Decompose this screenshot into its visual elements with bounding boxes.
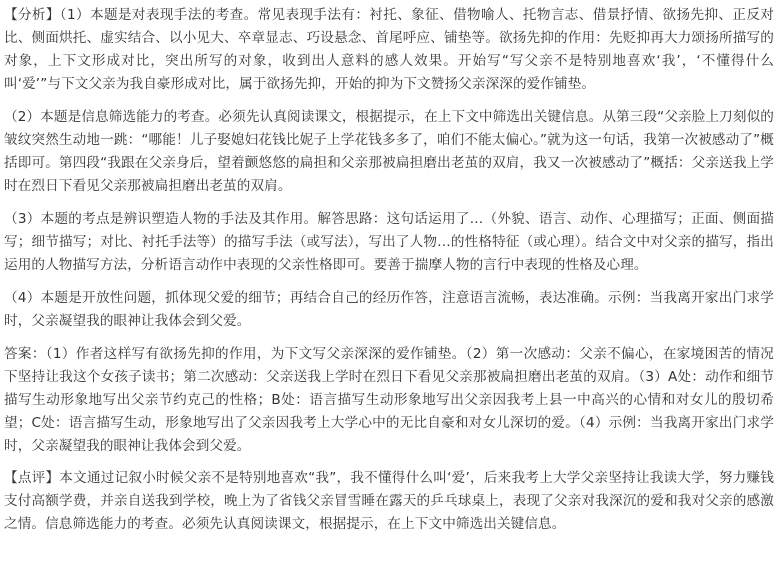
paragraph-spacer — [4, 458, 774, 467]
question-4-paragraph: （4）本题是开放性问题，抓体现父爱的细节；再结合自己的经历作答，注意语言流畅，表达准确。示例：当我离开家出门求学时，父亲凝望我的眼神让我体会到父爱。 — [4, 290, 774, 329]
question-2-paragraph: （2）本题是信息筛选能力的考查。必须先认真阅读课文，根据提示，在上下文中筛选出关键信息。从第三段“父亲脸上刀刻似的皱纹突然生动地一跳：“哪能！儿子娶媳妇花钱比妮子上学花钱多多了，咱们不能太偏心。”就为这一句话，我第一次被感动了”概括即可。第四段“我跟在父亲身后，望着颤悠悠的扁担和父亲那被扁担磨出老茧的双肩，我又一次被感动了”概括：父亲送我上学时在烈日下看见父亲那被扁担磨出老茧的双肩。 — [4, 109, 774, 194]
question-3-paragraph: （3）本题的考点是辨识塑造人物的手法及其作用。解答思路：这句话运用了…（外貌、语言、动作、心理描写；正面、侧面描写；细节描写；对比、衬托手法等）的描写手法（或写法），写出了人物…的性格特征（或心理）。结合文中对父亲的描写，指出运用的人物描写方法，分析语言动作中表现的父亲性格即可。要善于揣摩人物的言行中表现的性格及心理。 — [4, 211, 774, 273]
paragraph-spacer — [4, 333, 774, 343]
answer-paragraph: 答案：（1）作者这样写有欲扬先抑的作用，为下文写父亲深深的爱作铺垫。（2）第一次感动：父亲不偏心，在家境困苦的情况下坚持让我这个女孩子读书；第二次感动：父亲送我上学时在烈日下看见父亲那被扁担磨出老茧的双肩。（3）A处：动作和细节描写生动形象地写出父亲节约克己的性格；B处：语言描写生动形象地写出父亲因我考上县一中高兴的心情和对女儿的殷切希望；C处：语言描写生动，形象地写出了父亲因我考上大学心中的无比自豪和对女儿深切的爱。（4）示例：当我离开家出门求学时，父亲凝望我的眼神让我体会到父爱。 — [4, 346, 774, 454]
paragraph-spacer — [4, 198, 774, 208]
analysis-paragraph: 【分析】（1）本题是对表现手法的考查。常见表现手法有：衬托、象征、借物喻人、托物言志、借景抒情、欲扬先抑、正反对比、侧面烘托、虚实结合、以小见大、卒章显志、巧设悬念、首尾呼应、铺垫等。欲扬先抑的作用：先贬抑再大力颂扬所描写的对象，上下文形成对比，突出所写的对象，收到出人意料的感人效果。开始写“写父亲不是特别地喜欢‘我’，‘不懂得什么叫‘爱’”与下文父亲为我自豪形成对比，属于欲扬先抑，开始的抑为下文赞扬父亲深深的爱作铺垫。 — [4, 7, 774, 92]
comment-paragraph: 【点评】本文通过记叙小时候父亲不是特别地喜欢“我”，我不懂得什么叫‘爱’，后来我考上大学父亲坚持让我读大学，努力赚钱支付高额学费，并亲自送我到学校，晚上为了省钱父亲冒雪睡在露天的乒乓球桌上，表现了父亲对我深沉的爱和我对父亲的感激之情。信息筛选能力的考查。必须先认真阅读课文，根据提示，在上下文中筛选出关键信息。 — [4, 470, 774, 532]
paragraph-spacer — [4, 277, 774, 287]
paragraph-spacer — [4, 96, 774, 106]
